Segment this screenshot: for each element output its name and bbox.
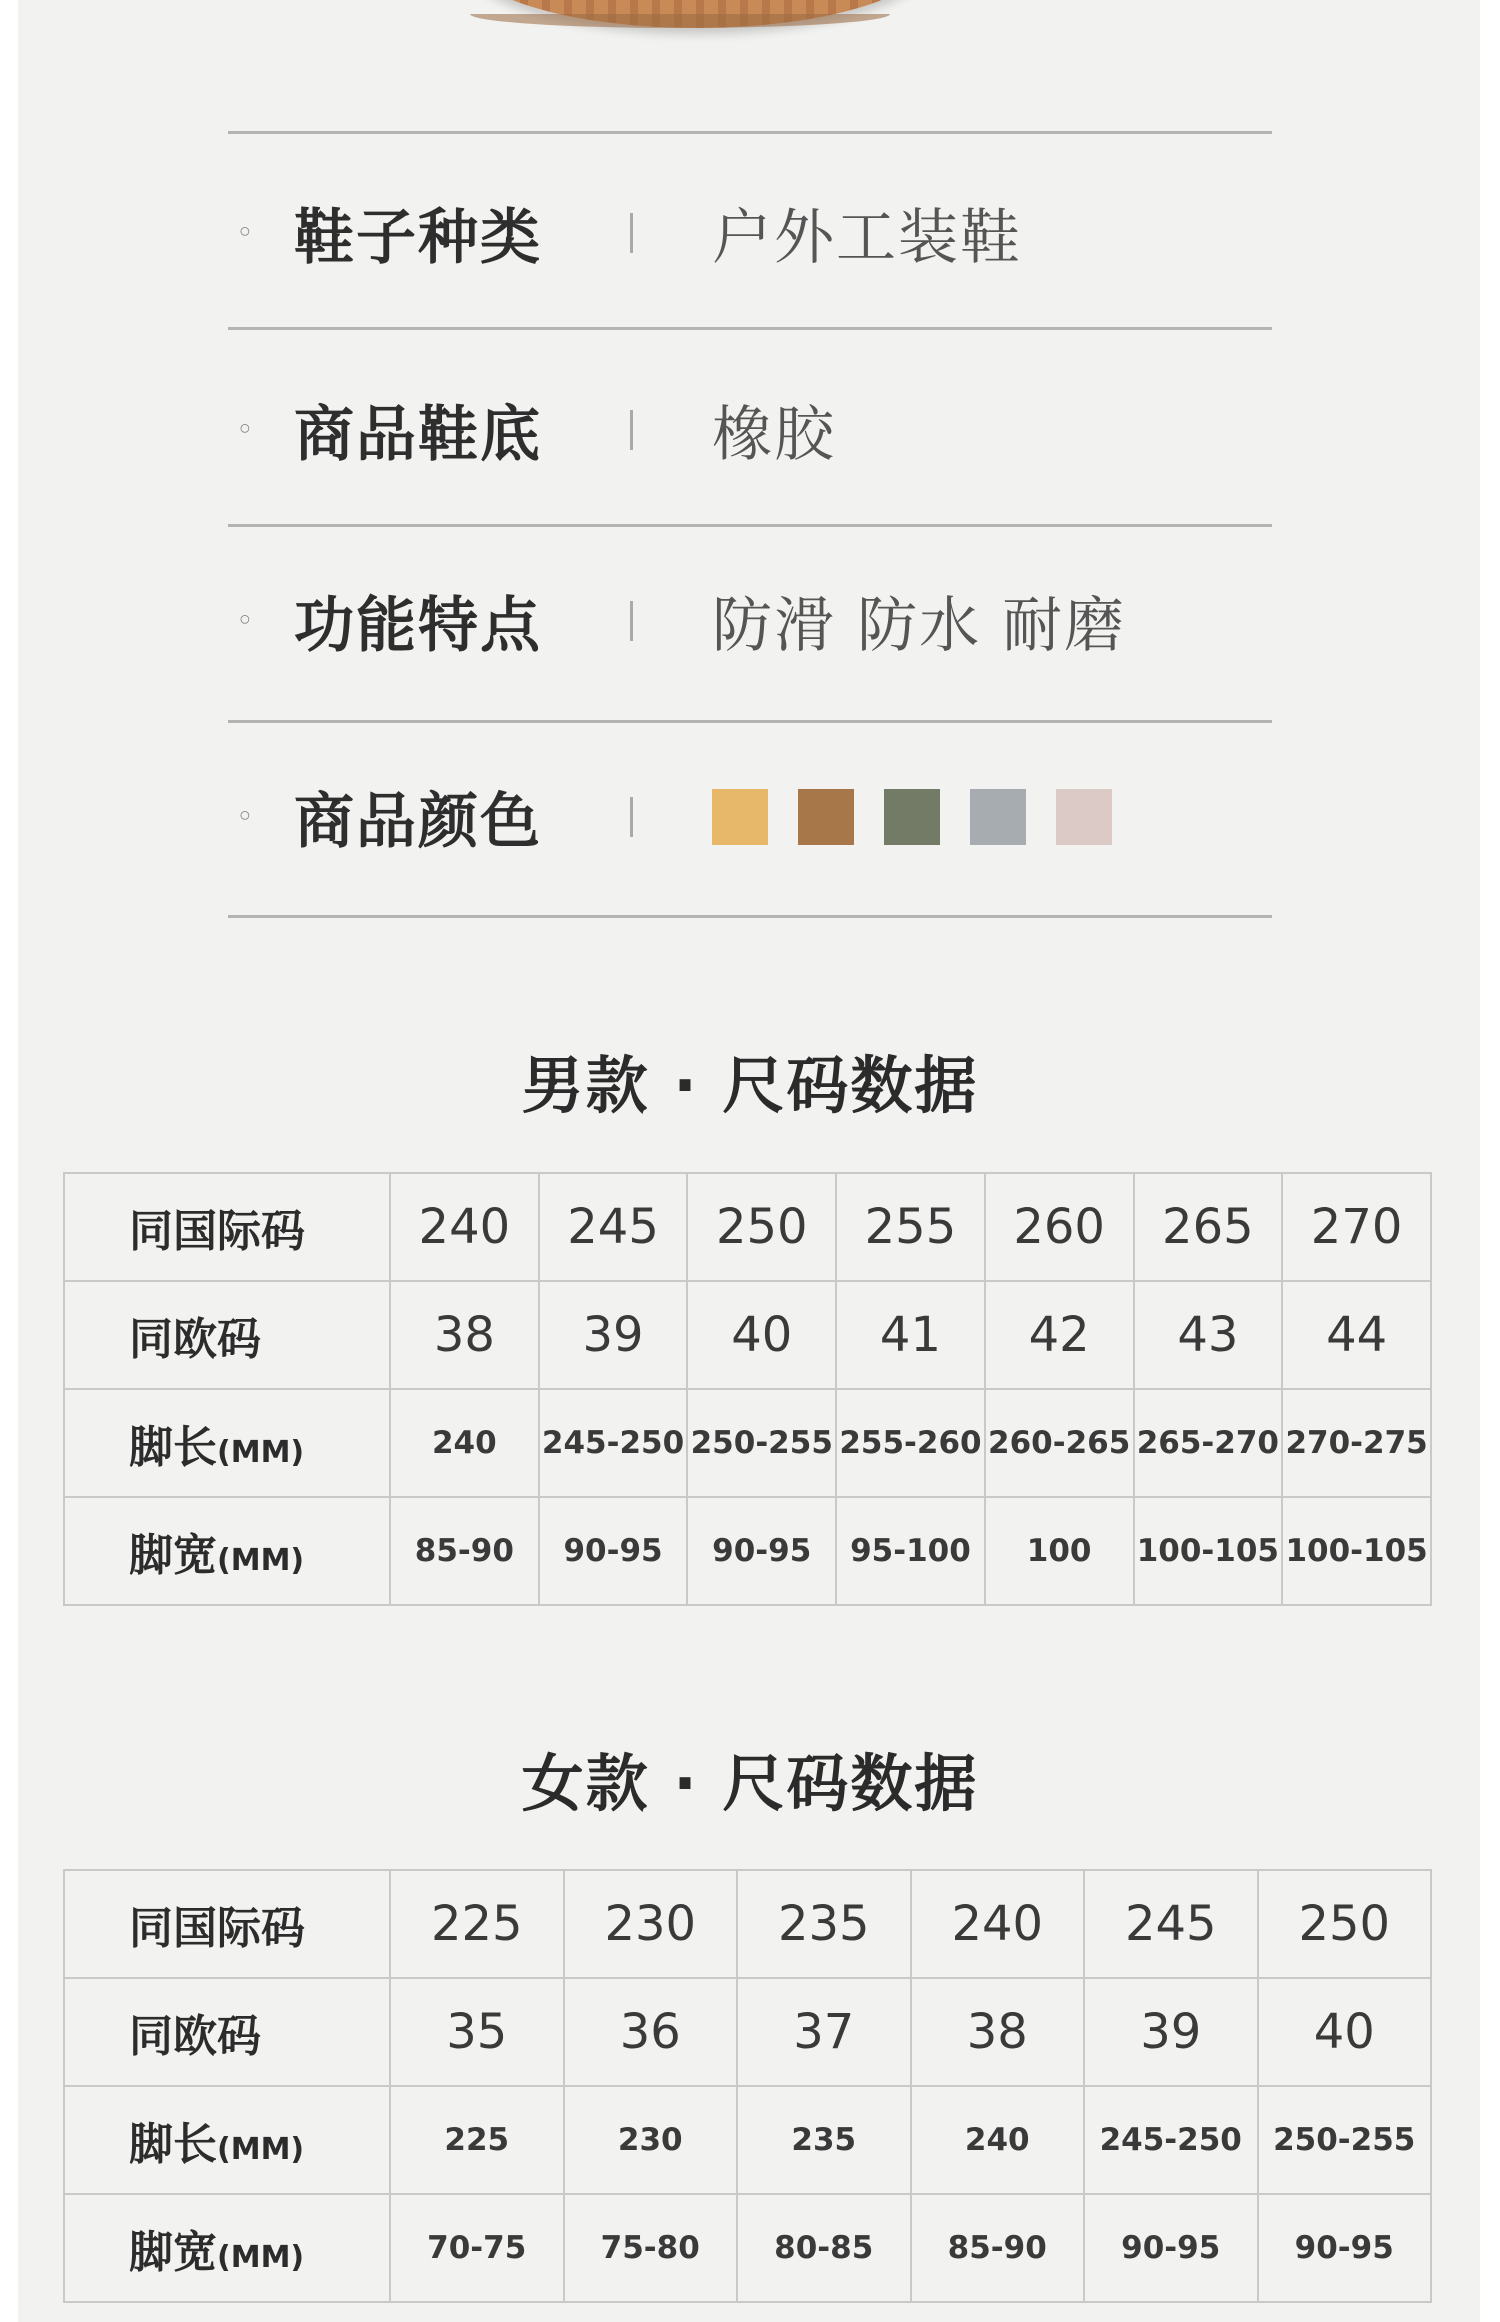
table-cell: 235 (737, 2086, 911, 2194)
table-cell: 100-105 (1282, 1497, 1431, 1605)
row-header-label: 同欧码 (129, 2011, 261, 2062)
row-header-label: 同欧码 (129, 1314, 261, 1365)
table-cell: 42 (985, 1281, 1134, 1389)
men-size-table (63, 1172, 1432, 1606)
spec-divider (228, 327, 1272, 330)
table-cell: 240 (390, 1173, 539, 1281)
table-cell: 270-275 (1282, 1389, 1431, 1497)
table-cell: 230 (564, 2086, 738, 2194)
row-header (64, 2086, 390, 2194)
table-cell: 95-100 (836, 1497, 985, 1605)
row-header (64, 2194, 390, 2302)
table-cell: 85-90 (911, 2194, 1085, 2302)
color-swatches (712, 789, 1112, 845)
table-cell: 100 (985, 1497, 1134, 1605)
table-cell: 250 (687, 1173, 836, 1281)
table-cell: 40 (1258, 1978, 1432, 2086)
table-cell: 43 (1134, 1281, 1283, 1389)
table-row (64, 1870, 1431, 1978)
table-cell: 225 (390, 2086, 564, 2194)
row-header (64, 1281, 390, 1389)
color-swatch-pink[interactable] (1056, 789, 1112, 845)
row-header-label: 脚宽 (129, 1530, 217, 1581)
color-swatch-olive[interactable] (884, 789, 940, 845)
table-cell: 70-75 (390, 2194, 564, 2302)
table-row (64, 1281, 1431, 1389)
table-cell: 255 (836, 1173, 985, 1281)
row-header (64, 1978, 390, 2086)
spec-separator (630, 601, 633, 641)
table-cell: 38 (911, 1978, 1085, 2086)
row-header (64, 1389, 390, 1497)
color-swatch-brown[interactable] (798, 789, 854, 845)
spec-row-colors (228, 722, 1272, 912)
row-header-label: 同国际码 (129, 1206, 305, 1257)
table-cell: 245-250 (539, 1389, 688, 1497)
row-header-unit: (MM) (217, 1435, 305, 1470)
table-cell: 240 (911, 1870, 1085, 1978)
table-row (64, 1497, 1431, 1605)
spec-divider (228, 131, 1272, 134)
bullet-icon: ◦ (236, 412, 254, 448)
table-cell: 36 (564, 1978, 738, 2086)
spec-value: 防滑 防水 耐磨 (712, 591, 1127, 661)
bullet-icon: ◦ (236, 799, 254, 835)
table-cell: 240 (390, 1389, 539, 1497)
spec-row-sole (228, 335, 1272, 525)
women-size-table (63, 1869, 1432, 2303)
table-cell: 44 (1282, 1281, 1431, 1389)
table-cell: 90-95 (1258, 2194, 1432, 2302)
table-cell: 90-95 (687, 1497, 836, 1605)
table-row (64, 2086, 1431, 2194)
color-swatch-yellow[interactable] (712, 789, 768, 845)
table-cell: 245 (539, 1173, 688, 1281)
table-cell: 245 (1084, 1870, 1258, 1978)
row-header-label: 同国际码 (129, 1903, 305, 1954)
table-cell: 100-105 (1134, 1497, 1283, 1605)
spec-divider (228, 915, 1272, 918)
table-cell: 80-85 (737, 2194, 911, 2302)
spec-row-features (228, 526, 1272, 716)
table-cell: 235 (737, 1870, 911, 1978)
spec-label: 商品颜色 (294, 787, 542, 857)
table-row (64, 1389, 1431, 1497)
table-cell: 260-265 (985, 1389, 1134, 1497)
table-cell: 75-80 (564, 2194, 738, 2302)
table-cell: 245-250 (1084, 2086, 1258, 2194)
spec-label: 功能特点 (294, 591, 542, 661)
table-cell: 250-255 (1258, 2086, 1432, 2194)
table-row (64, 1173, 1431, 1281)
table-cell: 260 (985, 1173, 1134, 1281)
bullet-icon: ◦ (236, 215, 254, 251)
row-header-label: 脚长 (129, 1422, 217, 1473)
table-cell: 90-95 (539, 1497, 688, 1605)
row-header (64, 1173, 390, 1281)
table-cell: 265 (1134, 1173, 1283, 1281)
spec-value: 橡胶 (712, 400, 836, 470)
table-cell: 37 (737, 1978, 911, 2086)
table-cell: 41 (836, 1281, 985, 1389)
spec-label: 商品鞋底 (294, 400, 542, 470)
bullet-icon: ◦ (236, 603, 254, 639)
table-cell: 39 (1084, 1978, 1258, 2086)
spec-row-shoe-type (228, 138, 1272, 328)
table-cell: 250 (1258, 1870, 1432, 1978)
spec-separator (630, 213, 633, 253)
table-row (64, 1978, 1431, 2086)
table-cell: 40 (687, 1281, 836, 1389)
spec-separator (630, 410, 633, 450)
row-header-unit: (MM) (217, 1543, 305, 1578)
table-cell: 90-95 (1084, 2194, 1258, 2302)
table-cell: 265-270 (1134, 1389, 1283, 1497)
women-size-title: 女款 · 尺码数据 (521, 1747, 979, 1820)
color-swatch-gray[interactable] (970, 789, 1026, 845)
table-cell: 85-90 (390, 1497, 539, 1605)
table-cell: 240 (911, 2086, 1085, 2194)
row-header (64, 1870, 390, 1978)
row-header-label: 脚长 (129, 2119, 217, 2170)
spec-separator (630, 797, 633, 837)
spec-value: 户外工装鞋 (712, 203, 1022, 273)
table-cell: 38 (390, 1281, 539, 1389)
spec-label: 鞋子种类 (294, 203, 542, 273)
table-cell: 230 (564, 1870, 738, 1978)
row-header-label: 脚宽 (129, 2227, 217, 2278)
row-header (64, 1497, 390, 1605)
table-row (64, 2194, 1431, 2302)
table-cell: 39 (539, 1281, 688, 1389)
row-header-unit: (MM) (217, 2132, 305, 2167)
table-cell: 255-260 (836, 1389, 985, 1497)
men-size-title: 男款 · 尺码数据 (521, 1049, 979, 1122)
table-cell: 225 (390, 1870, 564, 1978)
table-cell: 270 (1282, 1173, 1431, 1281)
table-cell: 250-255 (687, 1389, 836, 1497)
table-cell: 35 (390, 1978, 564, 2086)
row-header-unit: (MM) (217, 2240, 305, 2275)
